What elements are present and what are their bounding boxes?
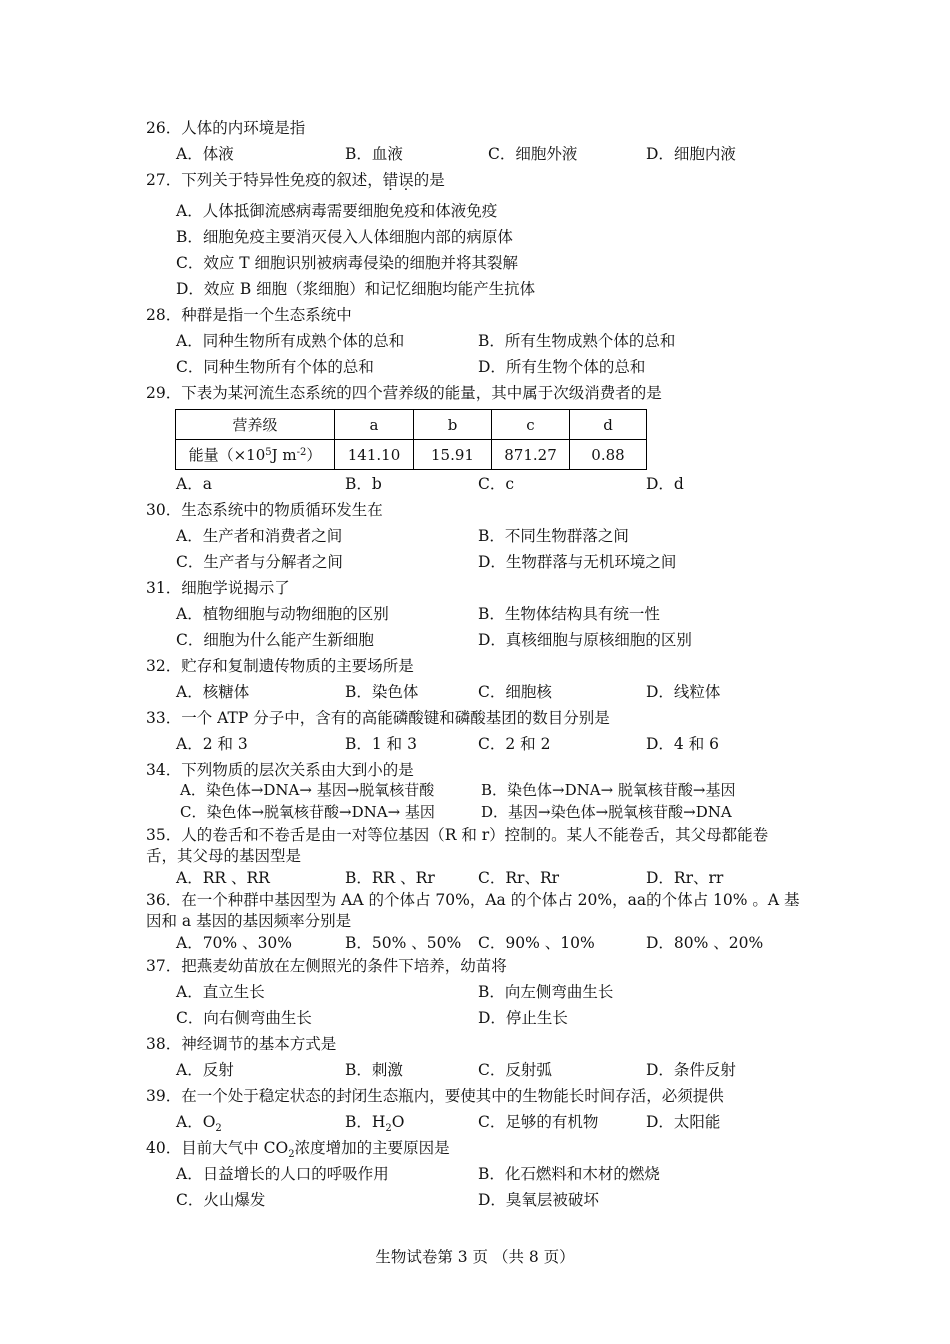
q40-option-c: C．火山爆发 xyxy=(176,1191,266,1209)
table-cell-b: 15.91 xyxy=(414,440,492,470)
q35-option-b: B．RR 、Rr xyxy=(345,869,435,887)
question-28-stem: 28．种群是指一个生态系统中 xyxy=(146,306,352,324)
q40-option-d: D．臭氧层被破坏 xyxy=(478,1191,599,1209)
q34-option-a: A．染色体→DNA→ 基因→脱氧核苷酸 xyxy=(180,781,435,799)
q26-option-c: C．细胞外液 xyxy=(488,145,578,163)
q27-stem-post: 的是 xyxy=(413,171,445,189)
q39-a-text: A．O xyxy=(176,1113,216,1131)
q36-option-b: B．50% 、50% xyxy=(345,934,462,952)
q33-option-b: B．1 和 3 xyxy=(345,735,417,753)
q31-option-c: C．细胞为什么能产生新细胞 xyxy=(176,631,374,649)
q26-option-a: A．体液 xyxy=(176,145,234,163)
q34-option-c: C．染色体→脱氧核苷酸→DNA→ 基因 xyxy=(180,803,435,821)
q26-option-d: D．细胞内液 xyxy=(646,145,736,163)
q30-option-c: C．生产者与分解者之间 xyxy=(176,553,343,571)
table-col-c: c xyxy=(492,410,570,440)
question-35-stem-line2: 舌，其父母的基因型是 xyxy=(146,847,302,865)
q30-option-b: B．不同生物群落之间 xyxy=(478,527,629,545)
question-36-stem-line1: 36．在一个种群中基因型为 AA 的个体占 70%，Aa 的个体占 20%，aa的个体占 10% 。A 基 xyxy=(146,891,800,909)
q36-option-d: D．80% 、20% xyxy=(646,934,764,952)
table-col-a: a xyxy=(335,410,414,440)
page-footer: 生物试卷第 3 页 （共 8 页） xyxy=(375,1248,575,1266)
row-label-exp2: -2 xyxy=(296,447,307,458)
q40-option-a: A．日益增长的人口的呼吸作用 xyxy=(176,1165,389,1183)
q31-option-a: A．植物细胞与动物细胞的区别 xyxy=(176,605,389,623)
q28-option-d: D．所有生物个体的总和 xyxy=(478,358,646,376)
q27-emphasis-1: 错 xyxy=(382,171,399,189)
q37-option-c: C．向右侧弯曲生长 xyxy=(176,1009,312,1027)
table-row-label xyxy=(176,440,335,470)
q40-option-b: B．化石燃料和木材的燃烧 xyxy=(478,1165,660,1183)
question-30-stem: 30．生态系统中的物质循环发生在 xyxy=(146,501,383,519)
q27-option-b: B．细胞免疫主要消灭侵入人体细胞内部的病原体 xyxy=(176,228,513,246)
question-33-stem: 33．一个 ATP 分子中，含有的高能磷酸键和磷酸基团的数目分别是 xyxy=(146,709,610,727)
table-col-b: b xyxy=(414,410,492,440)
row-label-post: ） xyxy=(306,446,322,464)
question-26-stem: 26．人体的内环境是指 xyxy=(146,119,306,137)
q39-b-subscript: 2 xyxy=(385,1123,392,1134)
row-label-mid: J m xyxy=(271,446,297,464)
question-38-stem: 38．神经调节的基本方式是 xyxy=(146,1035,337,1053)
q32-option-c: C．细胞核 xyxy=(478,683,552,701)
q32-option-d: D．线粒体 xyxy=(646,683,721,701)
q33-option-d: D．4 和 6 xyxy=(646,735,720,753)
table-cell-d: 0.88 xyxy=(570,440,647,470)
q27-stem-pre: 27．下列关于特异性免疫的叙述， xyxy=(146,171,383,189)
q39-option-c: C．足够的有机物 xyxy=(478,1113,599,1131)
q39-a-subscript: 2 xyxy=(215,1123,222,1134)
q27-emphasis-2: 误 xyxy=(398,171,414,189)
q35-option-a: A．RR 、RR xyxy=(176,869,270,887)
row-label-pre: 能量（×10 xyxy=(188,446,266,464)
question-32-stem: 32．贮存和复制遗传物质的主要场所是 xyxy=(146,657,414,675)
q39-option-a xyxy=(176,1112,222,1139)
row-label-exp1: 5 xyxy=(265,447,272,458)
q32-option-b: B．染色体 xyxy=(345,683,419,701)
table-cell-a: 141.10 xyxy=(335,440,414,470)
table-col-d: d xyxy=(570,410,647,440)
q38-option-d: D．条件反射 xyxy=(646,1061,736,1079)
question-35-stem-line1: 35．人的卷舌和不卷舌是由一对等位基因（R 和 r）控制的。某人不能卷舌，其父母都能卷 xyxy=(146,826,769,844)
q29-option-c: C．c xyxy=(478,475,515,493)
q35-option-d: D．Rr、rr xyxy=(646,869,724,887)
q38-option-b: B．刺激 xyxy=(345,1061,403,1079)
q27-option-d: D．效应 B 细胞（浆细胞）和记忆细胞均能产生抗体 xyxy=(176,280,536,298)
q38-option-a: A．反射 xyxy=(176,1061,234,1079)
q30-option-a: A．生产者和消费者之间 xyxy=(176,527,343,545)
question-31-stem: 31．细胞学说揭示了 xyxy=(146,579,290,597)
q39-option-b xyxy=(345,1112,405,1139)
q37-option-b: B．向左侧弯曲生长 xyxy=(478,983,614,1001)
table-header-label: 营养级 xyxy=(176,410,335,440)
question-27-stem xyxy=(146,170,445,190)
q31-option-b: B．生物体结构具有统一性 xyxy=(478,605,660,623)
q27-option-c: C．效应 T 细胞识别被病毒侵染的细胞并将其裂解 xyxy=(176,254,519,272)
q39-b-text-post: O xyxy=(391,1113,405,1131)
question-36-stem-line2: 因和 a 基因的基因频率分别是 xyxy=(146,912,352,930)
q26-option-b: B．血液 xyxy=(345,145,403,163)
q40-stem-subscript: 2 xyxy=(288,1149,295,1160)
q37-option-a: A．直立生长 xyxy=(176,983,265,1001)
q35-option-c: C．Rr、Rr xyxy=(478,869,560,887)
q33-option-a: A．2 和 3 xyxy=(176,735,248,753)
question-34-stem: 34．下列物质的层次关系由大到小的是 xyxy=(146,761,414,779)
q28-option-c: C．同种生物所有个体的总和 xyxy=(176,358,374,376)
q30-option-d: D．生物群落与无机环境之间 xyxy=(478,553,677,571)
q40-stem-post: 浓度增加的主要原因是 xyxy=(294,1139,450,1157)
q28-option-a: A．同种生物所有成熟个体的总和 xyxy=(176,332,405,350)
q37-option-d: D．停止生长 xyxy=(478,1009,568,1027)
q34-option-d: D．基因→染色体→脱氧核苷酸→DNA xyxy=(481,803,732,821)
table-header-row xyxy=(176,410,647,440)
q28-option-b: B．所有生物成熟个体的总和 xyxy=(478,332,676,350)
question-29-stem: 29．下表为某河流生态系统的四个营养级的能量，其中属于次级消费者的是 xyxy=(146,384,662,402)
q38-option-c: C．反射弧 xyxy=(478,1061,552,1079)
energy-table xyxy=(175,409,647,470)
table-row xyxy=(176,440,647,470)
q27-option-a: A．人体抵御流感病毒需要细胞免疫和体液免疫 xyxy=(176,202,498,220)
q36-option-a: A．70% 、30% xyxy=(176,934,293,952)
q29-option-a: A．a xyxy=(176,475,212,493)
question-40-stem xyxy=(146,1138,450,1165)
q33-option-c: C．2 和 2 xyxy=(478,735,551,753)
question-39-stem: 39．在一个处于稳定状态的封闭生态瓶内，要使其中的生物能长时间存活，必须提供 xyxy=(146,1087,724,1105)
q31-option-d: D．真核细胞与原核细胞的区别 xyxy=(478,631,692,649)
q36-option-c: C．90% 、10% xyxy=(478,934,595,952)
q39-option-d: D．太阳能 xyxy=(646,1113,721,1131)
q29-option-d: D．d xyxy=(646,475,684,493)
q34-option-b: B．染色体→DNA→ 脱氧核苷酸→基因 xyxy=(481,781,736,799)
q32-option-a: A．核糖体 xyxy=(176,683,250,701)
question-37-stem: 37．把燕麦幼苗放在左侧照光的条件下培养，幼苗将 xyxy=(146,957,507,975)
q40-stem-pre: 40．目前大气中 CO xyxy=(146,1139,289,1157)
q29-option-b: B．b xyxy=(345,475,382,493)
q39-b-text: B．H xyxy=(345,1113,386,1131)
table-cell-c: 871.27 xyxy=(492,440,570,470)
